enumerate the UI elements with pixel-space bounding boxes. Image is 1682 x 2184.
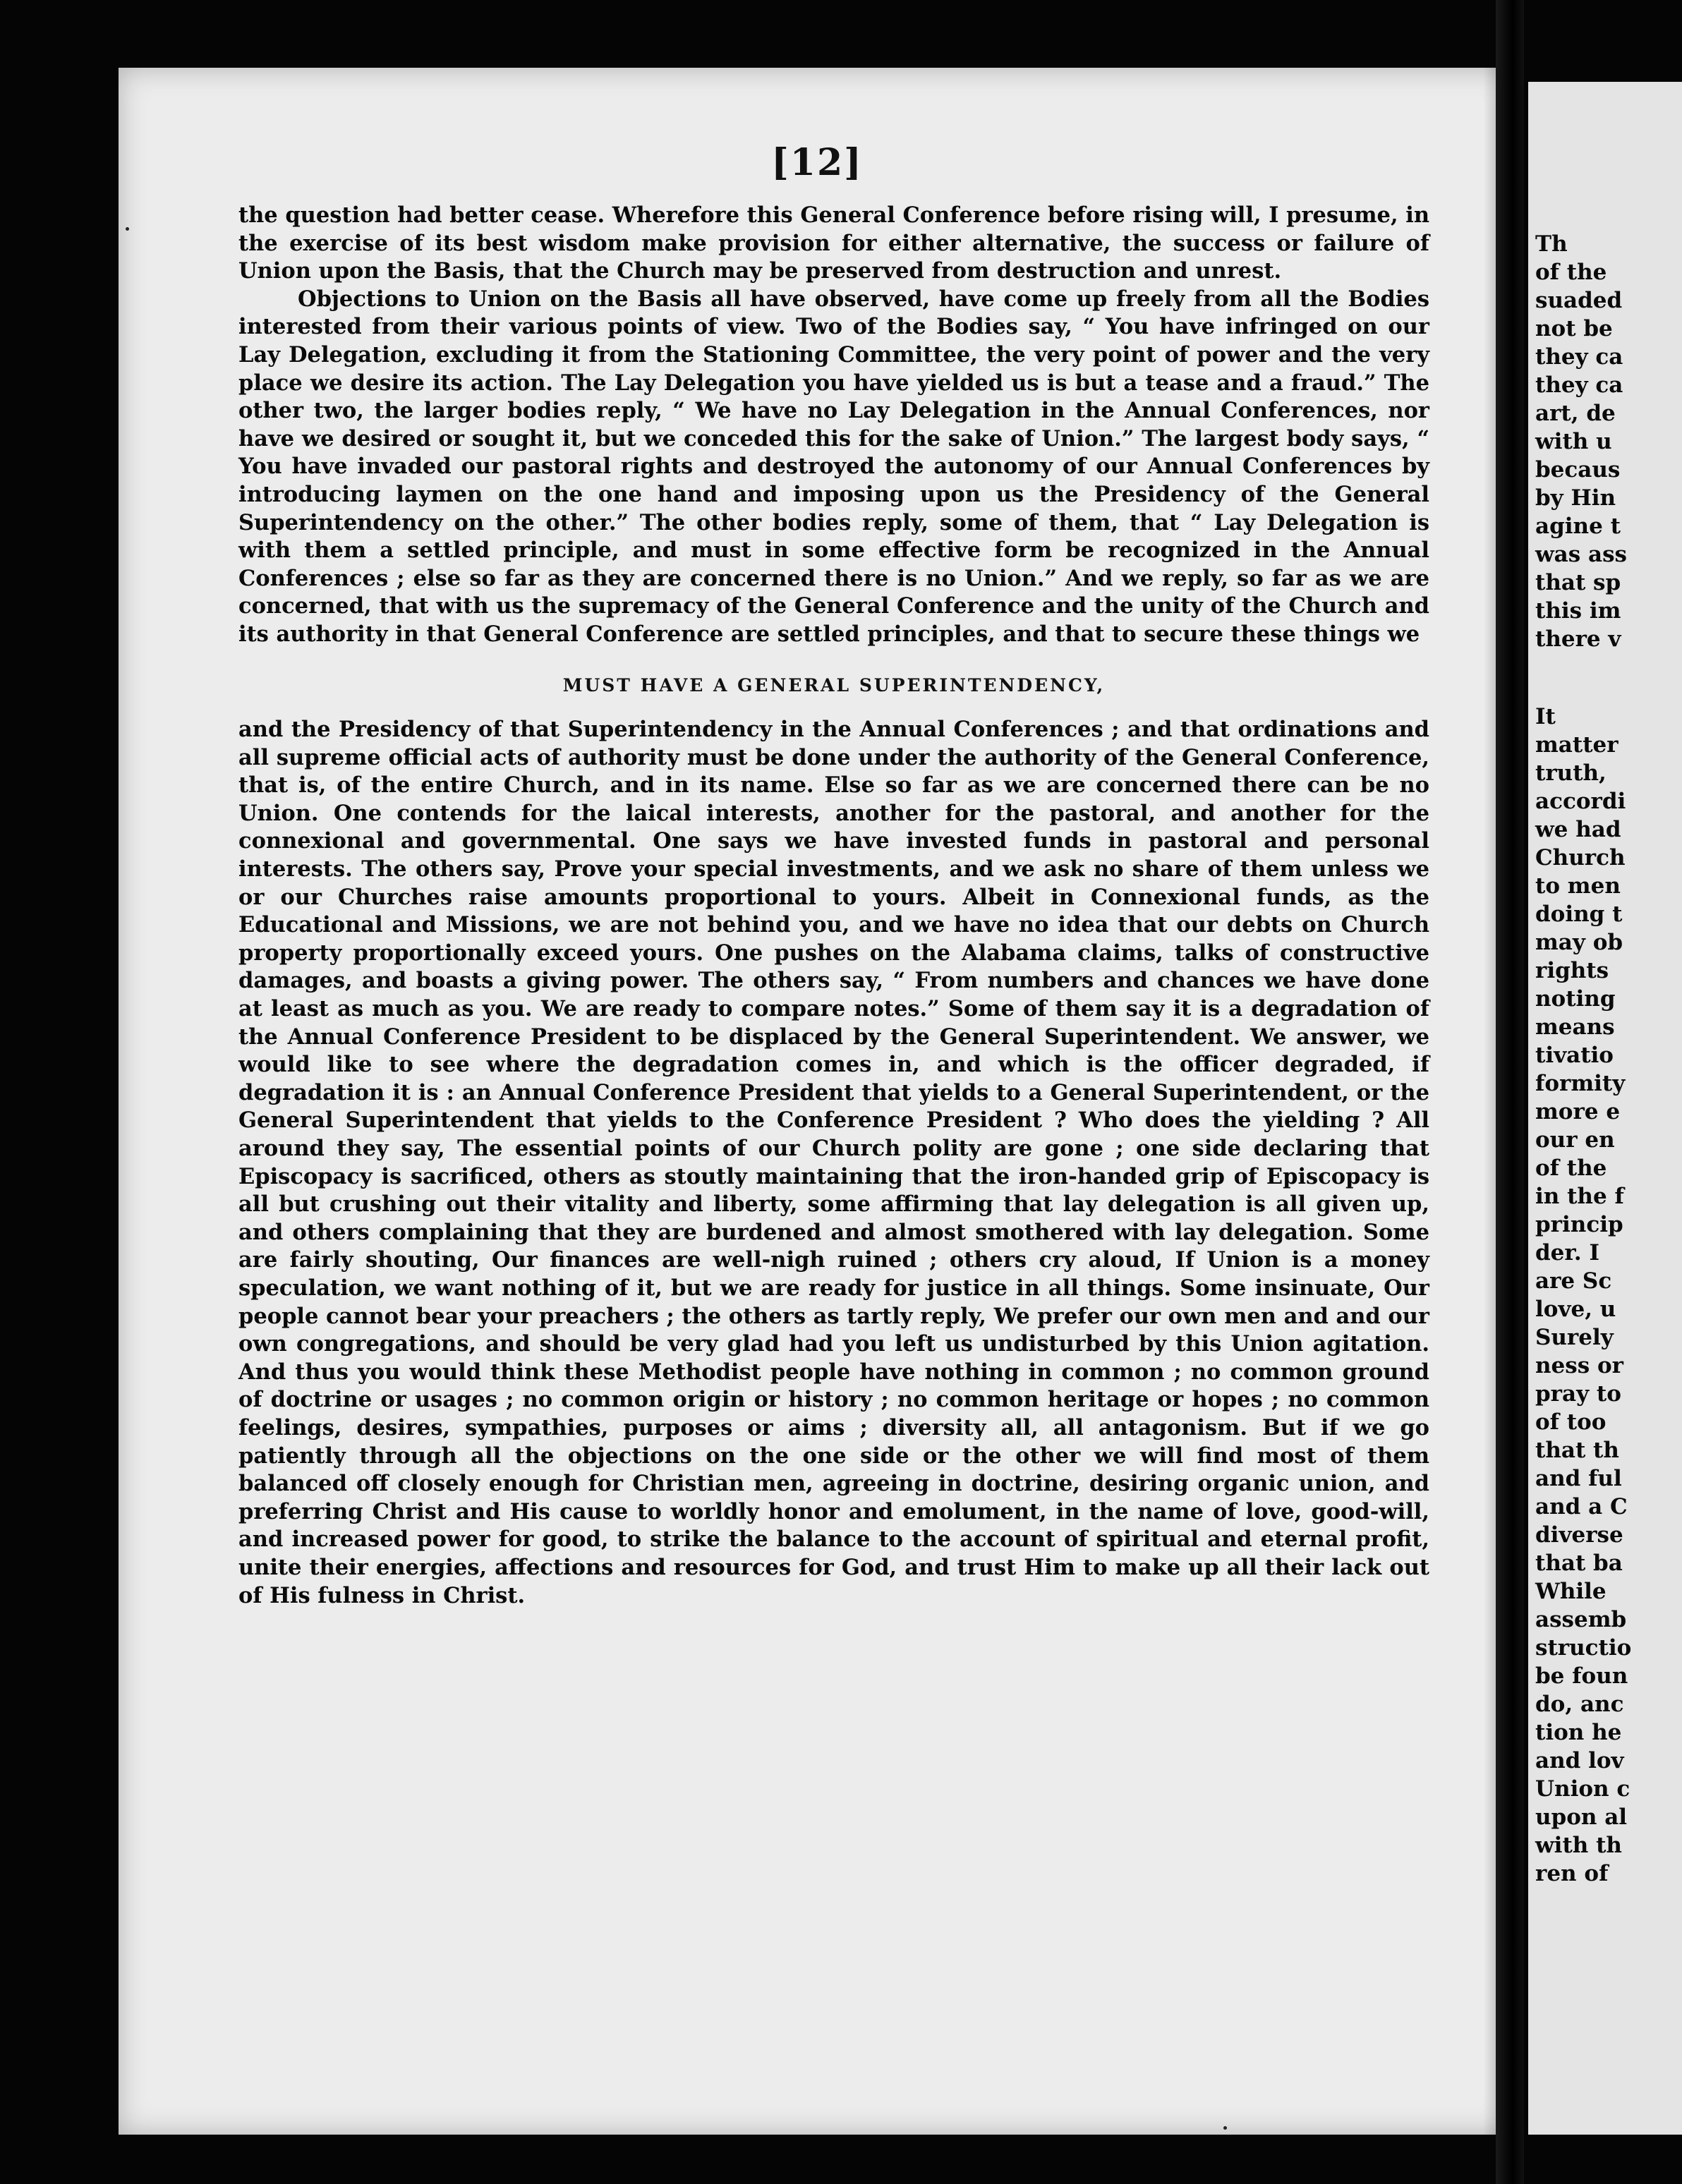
facing-line: truth, <box>1535 760 1607 786</box>
ink-speck <box>1223 2126 1227 2130</box>
facing-line: we had <box>1535 817 1621 842</box>
facing-page-fragment <box>1528 82 1682 2135</box>
facing-line: that ba <box>1535 1551 1623 1576</box>
facing-line: matter <box>1535 732 1619 758</box>
facing-line: formity <box>1535 1071 1626 1096</box>
facing-line: love, u <box>1535 1297 1616 1322</box>
facing-line: with th <box>1535 1833 1622 1858</box>
facing-line: do, anc <box>1535 1692 1624 1717</box>
facing-line: and lov <box>1535 1748 1624 1773</box>
facing-line: Surely <box>1535 1325 1614 1350</box>
facing-line: becaus <box>1535 457 1621 483</box>
facing-line: they ca <box>1535 372 1623 398</box>
facing-line: suaded <box>1535 288 1623 313</box>
facing-line: that sp <box>1535 570 1621 595</box>
facing-line: tivatio <box>1535 1043 1614 1068</box>
facing-line: be foun <box>1535 1663 1628 1689</box>
facing-line: with u <box>1535 429 1612 454</box>
facing-line: by Hin <box>1535 485 1616 511</box>
facing-line: agine t <box>1535 514 1621 539</box>
facing-line: upon al <box>1535 1804 1628 1830</box>
document-page <box>119 68 1515 2135</box>
ink-speck <box>126 227 129 231</box>
facing-line: rights <box>1535 958 1609 983</box>
facing-line: not be <box>1535 316 1613 341</box>
facing-line: assemb <box>1535 1607 1627 1632</box>
facing-line: this im <box>1535 598 1621 624</box>
facing-line: ness or <box>1535 1353 1623 1378</box>
facing-line: ren of <box>1535 1861 1609 1886</box>
facing-line: and ful <box>1535 1466 1622 1491</box>
facing-line: there v <box>1535 626 1621 652</box>
facing-line: of too <box>1535 1409 1607 1435</box>
facing-line: means <box>1535 1014 1615 1040</box>
facing-page-text <box>1535 230 1631 1888</box>
facing-line: Union c <box>1535 1776 1630 1802</box>
facing-line: pray to <box>1535 1381 1621 1407</box>
page-gutter <box>1496 0 1524 2184</box>
facing-line: our en <box>1535 1127 1615 1153</box>
facing-line: art, de <box>1535 401 1616 426</box>
facing-line: diverse <box>1535 1522 1623 1548</box>
facing-line: that th <box>1535 1438 1619 1463</box>
facing-line: tion he <box>1535 1720 1622 1745</box>
facing-line: of the <box>1535 260 1607 285</box>
facing-line: doing t <box>1535 902 1623 927</box>
facing-line: more e <box>1535 1099 1621 1124</box>
facing-line: It <box>1535 704 1556 729</box>
facing-line: der. I <box>1535 1240 1599 1266</box>
section-heading: MUST HAVE A GENERAL SUPERINTENDENCY, <box>562 674 1106 696</box>
facing-line: are Sc <box>1535 1268 1612 1294</box>
paragraph-opening: the question had better cease. Wherefore this General Conference before rising will, I presume, in the exercise of its best wisdom make provision for either alternative, the success or failure of Union upon the Basis, that the Church may be preserved from destruction and unrest. <box>238 202 1429 284</box>
facing-line: in the f <box>1535 1184 1624 1209</box>
page-number: [12] <box>771 141 863 184</box>
facing-line: Church <box>1535 845 1626 870</box>
facing-line: and a C <box>1535 1494 1628 1519</box>
paragraph-objections: Objections to Union on the Basis all have observed, have come up freely from all the Bodies interested from their various points of view. Two of the Bodies say, “ You have infringed on our Lay Delegation, excluding it from the Stationing Committee, the very point of power and the very place we desire its action. The Lay Delegation you have yielded us is but a tease and a fraud.” The other two, the larger bodies reply, “ We have no Lay Delegation in the Annual Conferences, nor have we desired or sought it, but we conceded this for the sake of Union.” The largest body says, “ You have invaded our pastoral rights and destroyed the autonomy of our Annual Conferences by introducing laymen on the one hand and imposing upon us the Presidency of the General Superintendency on the other.” The other bodies reply, some of them, that “ Lay Delegation is with them a settled principle, and must in some effective form be recognized in the Annual Conferences ; else so far as they are concerned there is no Union.” And we reply, so far as we are concerned, that with us the supremacy of the General Conference and the unity of the Church and its authority in that General Conference are settled principles, and that to secure these things we <box>238 286 1429 647</box>
facing-line: accordi <box>1535 789 1626 814</box>
facing-line: structio <box>1535 1635 1632 1661</box>
facing-line: to men <box>1535 873 1621 899</box>
facing-paragraph-gap <box>1535 653 1631 703</box>
facing-line: While <box>1535 1579 1607 1604</box>
facing-line: they ca <box>1535 344 1623 370</box>
page-body <box>238 202 1429 1610</box>
facing-line: was ass <box>1535 542 1628 567</box>
paragraph-continuation: and the Presidency of that Superintendency in the Annual Conferences ; and that ordinations and all supreme official acts of authority must be done under the authority of the General Conference, that is, of the entire Church, and in its name. Else so far as we are concerned there can be no Union. One contends for the laical interests, another for the pastoral, and another for the connexional and governmental. One says we have invested funds in pastoral and personal interests. The others say, Prove your special investments, and we ask no share of them unless we or our Churches raise amounts proportional to yours. Albeit in Connexional funds, as the Educational and Missions, we are not behind you, and we have no idea that our debts on Church property proportionally exceed yours. One pushes on the Alabama claims, talks of constructive damages, and boasts a giving power. The others say, “ From numbers and chances we have done at least as much as you. We are ready to compare notes.” Some of them say it is a degradation of the Annual Conference President to be displaced by the General Superintendent. We answer, we would like to see where the degradation comes in, and which is the officer degraded, if degradation it is : an Annual Conference President that yields to a General Superintendent, or the General Superintendent that yields to the Conference President ? Who does the yielding ? All around they say, The essential points of our Church polity are gone ; one side declaring that Episcopacy is sacrificed, others as stoutly maintaining that the iron-handed grip of Episcopacy is all but crushing out their vitality and liberty, some affirming that lay delegation is all given up, and others complaining that they are burdened and almost smothered with lay delegation. Some are fairly shouting, Our finances are well-nigh ruined ; others cry aloud, If Union is a money speculation, we want nothing of it, but we are ready for justice in all things. Some insinuate, Our people cannot bear your preachers ; the others as tartly reply, We prefer our own men and and our own congregations, and should be very glad had you left us undisturbed by this Union agitation. And thus you would think these Methodist people have nothing in common ; no common ground of doctrine or usages ; no common origin or history ; no common heritage or hopes ; no common feelings, desires, sympathies, purposes or aims ; diversity all, all antagonism. But if we go patiently through all the objections on the one side or the other we will find most of them balanced off closely enough for Christian men, agreeing in doctrine, desiring organic union, and preferring Christ and His cause to worldly honor and emolument, in the name of love, good-will, and increased power for good, to strike the balance to the account of spiritual and eternal profit, unite their energies, affections and resources for God, and trust Him to make up all their lack out of His fulness in Christ. <box>238 717 1429 1608</box>
facing-line: of the <box>1535 1155 1607 1181</box>
facing-line: princip <box>1535 1212 1623 1237</box>
facing-line: may ob <box>1535 930 1623 955</box>
facing-line: Th <box>1535 231 1568 257</box>
facing-line: noting <box>1535 986 1616 1012</box>
